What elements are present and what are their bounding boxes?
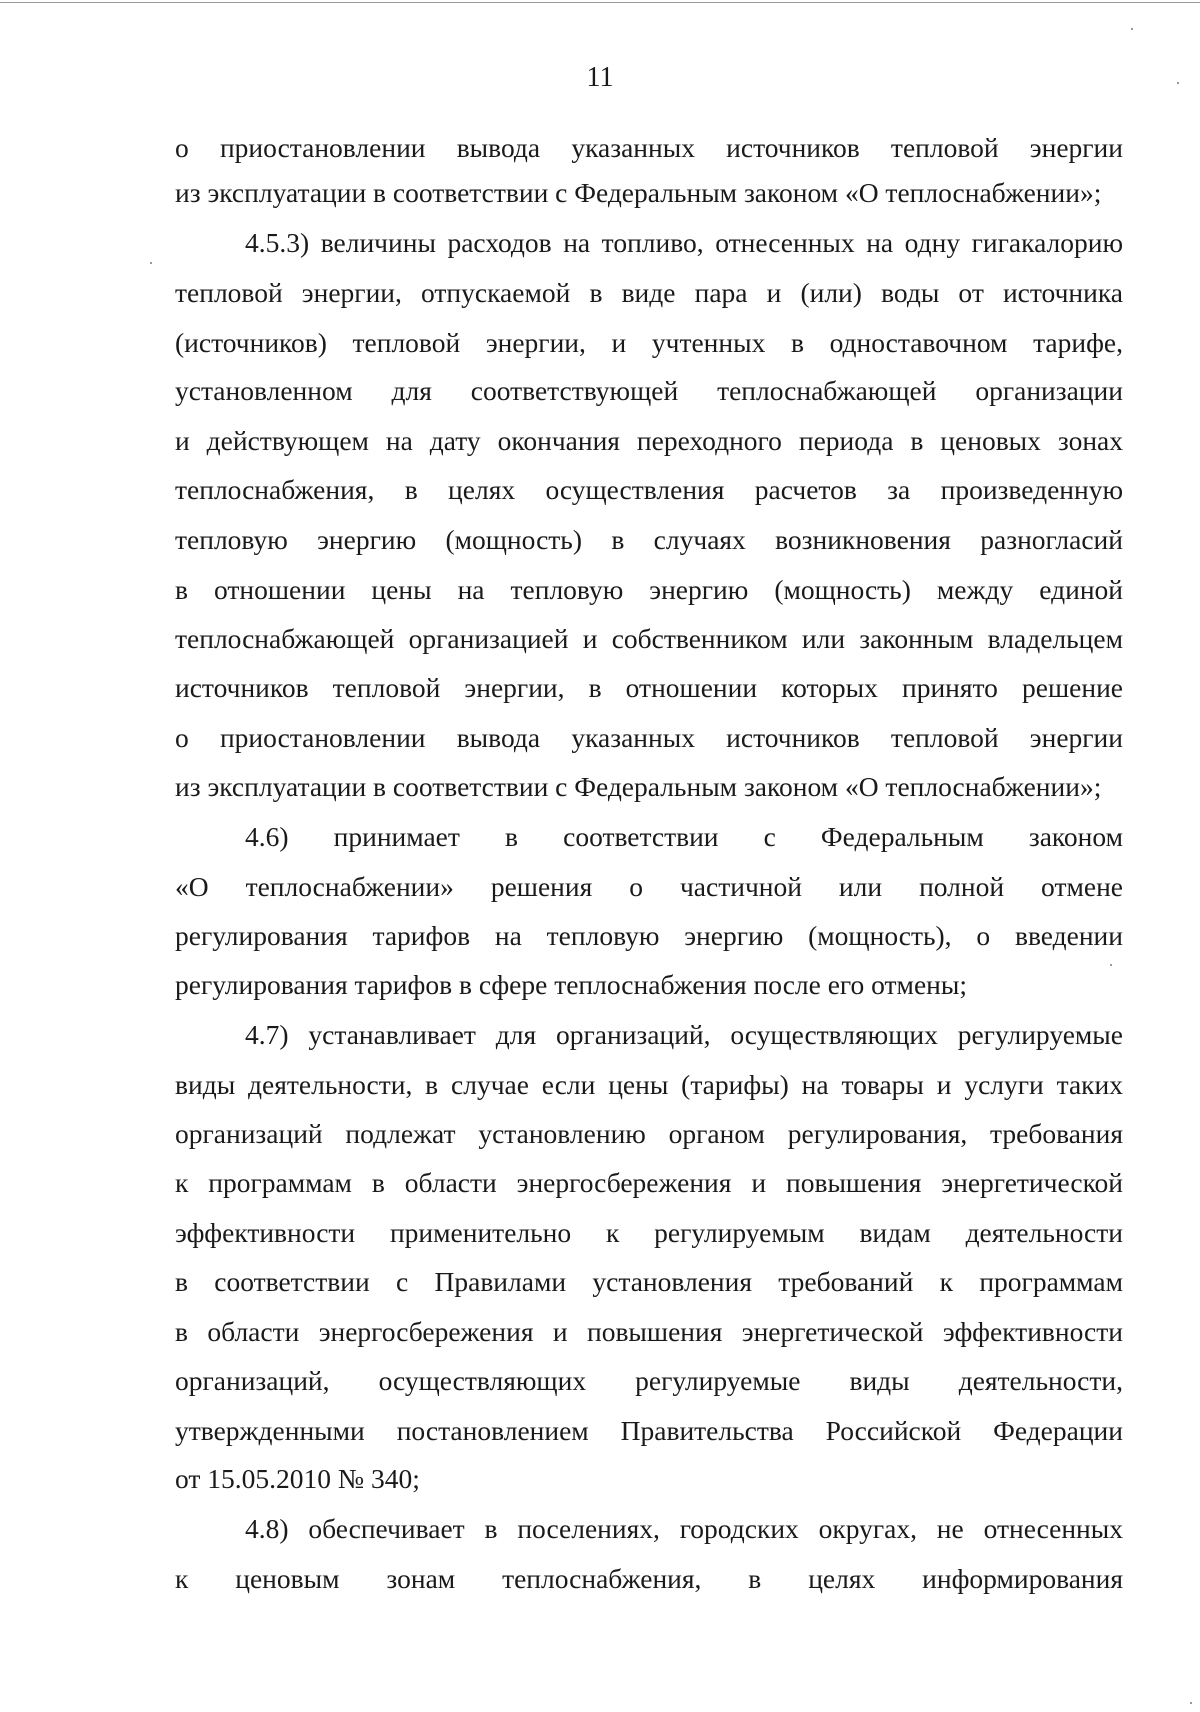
text-line: к ценовым зонам теплоснабжения, в целях информирования	[175, 1563, 1123, 1594]
text-line: эффективности применительно к регулируемым видам деятельности	[175, 1217, 1123, 1248]
text-line: источников тепловой энергии, в отношении которых принято решение	[175, 672, 1123, 703]
text-line: о приостановлении вывода указанных источников тепловой энергии	[175, 132, 1123, 163]
text-line: в отношении цены на тепловую энергию (мощность) между единой	[175, 574, 1123, 605]
text-line: к программам в области энергосбережения и повышения энергетической	[175, 1167, 1123, 1198]
text-line: 4.7) устанавливает для организаций, осуществляющих регулируемые	[245, 1019, 1123, 1050]
text-line: утвержденными постановлением Правительства Российской Федерации	[175, 1415, 1123, 1446]
text-line: в области энергосбережения и повышения энергетической эффективности	[175, 1316, 1123, 1347]
text-line: о приостановлении вывода указанных источников тепловой энергии	[175, 722, 1123, 753]
top-edge-rule	[0, 2, 1200, 3]
scan-speck	[150, 262, 152, 264]
text-line: теплоснабжающей организацией и собственником или законным владельцем	[175, 623, 1123, 654]
text-line: организаций подлежат установлению органом регулирования, требования	[175, 1118, 1123, 1149]
text-line: из эксплуатации в соответствии с Федеральным законом «О теплоснабжении»;	[175, 177, 1102, 208]
text-line: в соответствии с Правилами установления требований к программам	[175, 1266, 1123, 1297]
scan-speck	[1131, 28, 1133, 30]
text-line: виды деятельности, в случае если цены (тарифы) на товары и услуги таких	[175, 1069, 1123, 1100]
text-line: из эксплуатации в соответствии с Федеральным законом «О теплоснабжении»;	[175, 771, 1102, 802]
text-line: тепловую энергию (мощность) в случаях возникновения разногласий	[175, 524, 1123, 555]
text-line: регулирования тарифов на тепловую энергию (мощность), о введении	[175, 920, 1123, 951]
text-line: организаций, осуществляющих регулируемые виды деятельности,	[175, 1365, 1123, 1396]
text-line: и действующем на дату окончания переходного периода в ценовых зонах	[175, 425, 1123, 456]
text-line: регулирования тарифов в сфере теплоснабжения после его отмены;	[175, 969, 967, 1000]
scan-speck	[1190, 1702, 1192, 1704]
text-line: установленном для соответствующей теплоснабжающей организации	[175, 375, 1123, 406]
scan-speck	[1110, 964, 1112, 966]
scan-speck	[1177, 82, 1179, 84]
text-line: теплоснабжения, в целях осуществления расчетов за произведенную	[175, 474, 1123, 505]
text-line: тепловой энергии, отпускаемой в виде пара и (или) воды от источника	[175, 277, 1123, 308]
text-line: от 15.05.2010 № 340;	[175, 1463, 420, 1494]
text-line: «О теплоснабжении» решения о частичной или полной отмене	[175, 871, 1123, 902]
text-line: 4.8) обеспечивает в поселениях, городских округах, не отнесенных	[245, 1513, 1123, 1544]
text-line: 4.6) принимает в соответствии с Федеральным законом	[245, 821, 1123, 852]
text-line: (источников) тепловой энергии, и учтенных в одноставочном тарифе,	[175, 327, 1123, 358]
page-number: 11	[586, 62, 614, 93]
text-line: 4.5.3) величины расходов на топливо, отнесенных на одну гигакалорию	[245, 227, 1123, 258]
